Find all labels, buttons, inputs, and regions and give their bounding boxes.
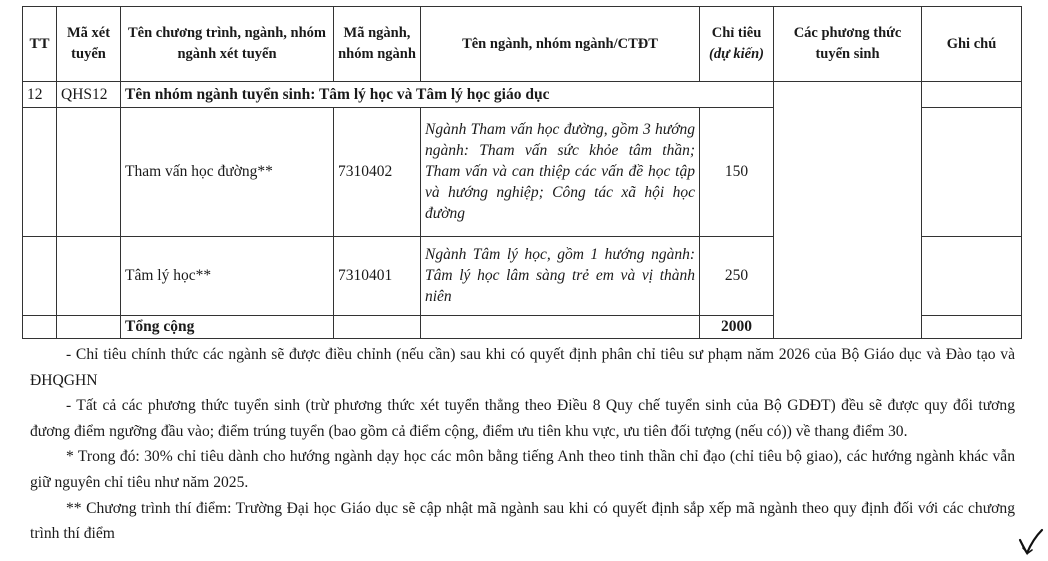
total-value: 2000 <box>700 315 774 338</box>
ma-nganh-cell <box>334 315 421 338</box>
header-phuong-thuc: Các phương thức tuyển sinh <box>774 7 922 82</box>
ma-xet-tuyen-cell <box>57 108 121 236</box>
group-title: Tên nhóm ngành tuyển sinh: Tâm lý học và Tâm lý học giáo dục <box>121 82 774 108</box>
footnote: * Trong đó: 30% chỉ tiêu dành cho hướng ngành dạy học các môn bằng tiếng Anh theo tinh thần chỉ đạo (chỉ tiêu bộ giao), các hướng ngành khác vẫn giữ nguyên chỉ tiêu như năm 2025. <box>30 448 1015 491</box>
total-label: Tổng cộng <box>121 315 334 338</box>
footnote: - Chỉ tiêu chính thức các ngành sẽ được điều chỉnh (nếu cần) sau khi có quyết định phân chỉ tiêu sư phạm năm 2026 của Bộ Giáo dục và Đào tạo và ĐHQGHN <box>30 346 1015 389</box>
ma-xet-tuyen-cell <box>57 236 121 315</box>
phuong-thuc-cell <box>774 82 922 339</box>
ghi-chu-cell <box>922 315 1022 338</box>
header-ghi-chu: Ghi chú <box>922 7 1022 82</box>
footnote: - Tất cả các phương thức tuyển sinh (trừ phương thức xét tuyển thẳng theo Điều 8 Quy chế tuyển sinh của Bộ GDĐT) đều sẽ được quy đổi tương đương điểm ngưỡng đầu vào; điểm trúng tuyển (bao gồm cả điểm cộng, điểm ưu tiên khu vực, ưu tiên đối tượng (nếu có)) về thang điểm 30. <box>30 397 1015 440</box>
admission-table <box>22 6 1022 339</box>
header-ma-xet-tuyen: Mã xét tuyển <box>57 7 121 82</box>
header-row <box>23 7 1022 82</box>
header-ten-chuong-trinh: Tên chương trình, ngành, nhóm ngành xét tuyển <box>121 7 334 82</box>
tt-cell <box>23 236 57 315</box>
program-code: 7310401 <box>334 236 421 315</box>
program-quota: 250 <box>700 236 774 315</box>
header-tt: TT <box>23 7 57 82</box>
header-ma-nganh: Mã ngành, nhóm ngành <box>334 7 421 82</box>
ma-xet-tuyen-cell <box>57 315 121 338</box>
program-name: Tham vấn học đường** <box>121 108 334 236</box>
ghi-chu-cell-group <box>922 82 1022 108</box>
ghi-chu-cell <box>922 108 1022 236</box>
program-description: Ngành Tham vấn học đường, gồm 3 hướng ngành: Tham vấn sức khỏe tâm thần; Tham vấn và can thiệp các vấn đề học tập và hướng nghiệp; Công tác xã hội học đường <box>421 108 700 236</box>
footnote: ** Chương trình thí điểm: Trường Đại học Giáo dục sẽ cập nhật mã ngành sau khi có quyết định sắp xếp mã ngành theo quy định đối với các chương trình thí điểm <box>30 499 1015 543</box>
header-chi-tieu-note: (dự kiến) <box>709 46 764 63</box>
program-description: Ngành Tâm lý học, gồm 1 hướng ngành: Tâm lý học lâm sàng trẻ em và vị thành niên <box>421 236 700 315</box>
header-chi-tieu <box>700 7 774 82</box>
group-ma-xet-tuyen: QHS12 <box>57 82 121 108</box>
program-code: 7310402 <box>334 108 421 236</box>
group-row <box>23 82 1022 108</box>
ten-nganh-cell <box>421 315 700 338</box>
program-quota: 150 <box>700 108 774 236</box>
ghi-chu-cell <box>922 236 1022 315</box>
footnotes <box>30 342 1015 547</box>
handwritten-check-icon <box>1018 528 1044 556</box>
group-tt: 12 <box>23 82 57 108</box>
tt-cell <box>23 315 57 338</box>
program-name: Tâm lý học** <box>121 236 334 315</box>
header-chi-tieu-label: Chỉ tiêu <box>711 25 762 42</box>
header-ten-nganh: Tên ngành, nhóm ngành/CTĐT <box>421 7 700 82</box>
tt-cell <box>23 108 57 236</box>
